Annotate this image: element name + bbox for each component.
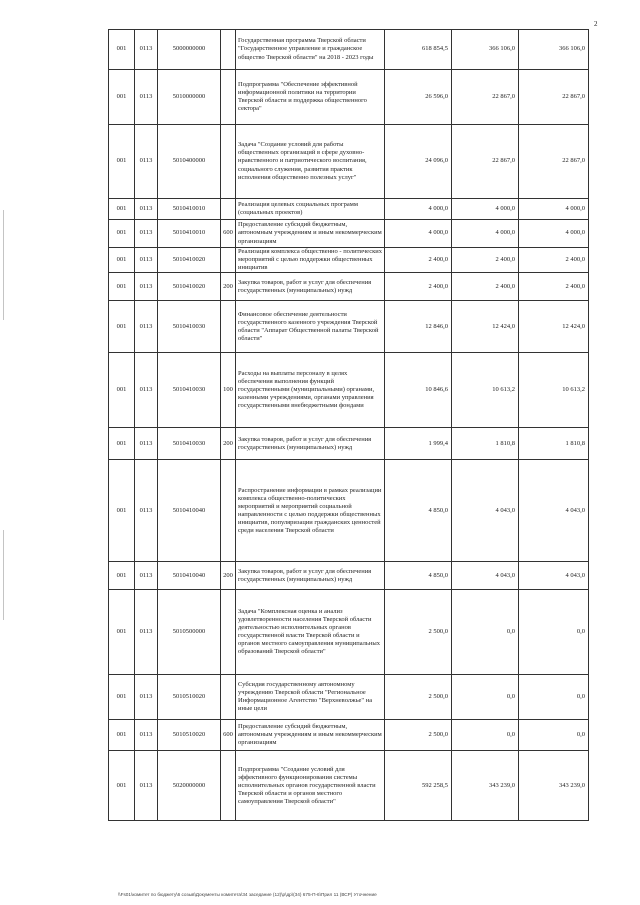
target-article-code: 5010510020 [158, 720, 221, 751]
target-article-code: 5010410020 [158, 248, 221, 273]
amount-2019: 343 239,0 [452, 751, 519, 821]
expense-type-code: 200 [221, 562, 236, 590]
file-path-footer: \\Fs01\комитет по бюджету\6 созыв\Документы комитета\34 заседание (12)\р\др\(34) 675-П-6\Прил 11 (ВСР) Уточнение [118, 892, 377, 897]
section-code: 0113 [135, 675, 158, 720]
expense-type-code [221, 751, 236, 821]
amount-2018: 10 846,6 [385, 353, 452, 428]
amount-2020: 0,0 [519, 720, 589, 751]
section-code: 0113 [135, 70, 158, 125]
table-row [109, 30, 589, 70]
target-article-code: 5010410020 [158, 273, 221, 301]
expense-type-code [221, 301, 236, 353]
table-row [109, 353, 589, 428]
table-row [109, 675, 589, 720]
section-code: 0113 [135, 590, 158, 675]
expense-description: Задача "Комплексная оценка и анализ удовлетворенности населения Тверской области деятельностью исполнительных органов государственной власти Тверской области и органов местного самоуправления муниципальных образований Тверской области" [236, 590, 385, 675]
amount-2018: 4 850,0 [385, 562, 452, 590]
amount-2020: 2 400,0 [519, 273, 589, 301]
expense-description: Распространение информации в рамках реализации комплекса общественно-политических мероприятий и мероприятий социальной направленности с целью поддержки общественных инициатив, популяризации гражданских ценностей среди населения Тверской области [236, 460, 385, 562]
target-article-code: 5000000000 [158, 30, 221, 70]
amount-2019: 366 106,0 [452, 30, 519, 70]
target-article-code: 5010410040 [158, 460, 221, 562]
administrator-code: 001 [109, 273, 135, 301]
amount-2019: 4 043,0 [452, 562, 519, 590]
binder-margin-mark [3, 530, 4, 620]
section-code: 0113 [135, 751, 158, 821]
section-code: 0113 [135, 273, 158, 301]
expense-description: Предоставление субсидий бюджетным, автономным учреждениям и иным некоммерческим организациям [236, 720, 385, 751]
amount-2019: 4 000,0 [452, 220, 519, 248]
administrator-code: 001 [109, 301, 135, 353]
administrator-code: 001 [109, 220, 135, 248]
table-row [109, 720, 589, 751]
amount-2018: 26 596,0 [385, 70, 452, 125]
section-code: 0113 [135, 720, 158, 751]
amount-2018: 4 850,0 [385, 460, 452, 562]
administrator-code: 001 [109, 30, 135, 70]
page-number: 2 [594, 20, 598, 28]
expense-description: Закупка товаров, работ и услуг для обеспечения государственных (муниципальных) нужд [236, 562, 385, 590]
expense-description: Закупка товаров, работ и услуг для обеспечения государственных (муниципальных) нужд [236, 428, 385, 460]
amount-2019: 2 400,0 [452, 248, 519, 273]
table-row [109, 428, 589, 460]
expense-type-code [221, 248, 236, 273]
amount-2020: 12 424,0 [519, 301, 589, 353]
amount-2019: 2 400,0 [452, 273, 519, 301]
administrator-code: 001 [109, 720, 135, 751]
amount-2020: 2 400,0 [519, 248, 589, 273]
amount-2018: 592 258,5 [385, 751, 452, 821]
expense-type-code: 200 [221, 273, 236, 301]
administrator-code: 001 [109, 248, 135, 273]
target-article-code: 5010410030 [158, 428, 221, 460]
amount-2020: 4 000,0 [519, 199, 589, 220]
table-row [109, 301, 589, 353]
table-row [109, 199, 589, 220]
amount-2020: 22 867,0 [519, 70, 589, 125]
amount-2020: 22 867,0 [519, 125, 589, 199]
section-code: 0113 [135, 428, 158, 460]
expense-description: Закупка товаров, работ и услуг для обеспечения государственных (муниципальных) нужд [236, 273, 385, 301]
amount-2018: 2 500,0 [385, 675, 452, 720]
expense-type-code [221, 460, 236, 562]
amount-2019: 22 867,0 [452, 125, 519, 199]
amount-2020: 366 106,0 [519, 30, 589, 70]
amount-2020: 0,0 [519, 590, 589, 675]
table-row [109, 220, 589, 248]
amount-2020: 4 043,0 [519, 562, 589, 590]
section-code: 0113 [135, 301, 158, 353]
expense-type-code [221, 70, 236, 125]
section-code: 0113 [135, 460, 158, 562]
amount-2018: 1 999,4 [385, 428, 452, 460]
amount-2019: 10 613,2 [452, 353, 519, 428]
expense-description: Предоставление субсидий бюджетным, автономным учреждениям и иным некоммерческим организациям [236, 220, 385, 248]
amount-2019: 4 043,0 [452, 460, 519, 562]
table-row [109, 125, 589, 199]
expense-description: Реализация комплекса общественно - политических мероприятий с целью поддержки общественных инициатив [236, 248, 385, 273]
target-article-code: 5010410030 [158, 353, 221, 428]
amount-2018: 4 000,0 [385, 220, 452, 248]
amount-2019: 0,0 [452, 590, 519, 675]
amount-2020: 4 043,0 [519, 460, 589, 562]
expense-description: Расходы на выплаты персоналу в целях обеспечения выполнения функций государственными (муниципальными) органами, казенными учреждениями, органами управления государственными внебюджетными фондами [236, 353, 385, 428]
administrator-code: 001 [109, 751, 135, 821]
administrator-code: 001 [109, 353, 135, 428]
table-row [109, 562, 589, 590]
amount-2020: 1 810,8 [519, 428, 589, 460]
section-code: 0113 [135, 199, 158, 220]
table-row [109, 460, 589, 562]
target-article-code: 5010000000 [158, 70, 221, 125]
expense-type-code: 200 [221, 428, 236, 460]
amount-2018: 618 854,5 [385, 30, 452, 70]
administrator-code: 001 [109, 199, 135, 220]
target-article-code: 5010410040 [158, 562, 221, 590]
administrator-code: 001 [109, 562, 135, 590]
amount-2018: 2 400,0 [385, 248, 452, 273]
target-article-code: 5010410010 [158, 199, 221, 220]
amount-2020: 0,0 [519, 675, 589, 720]
target-article-code: 5010500000 [158, 590, 221, 675]
amount-2018: 2 500,0 [385, 720, 452, 751]
target-article-code: 5010510020 [158, 675, 221, 720]
amount-2019: 1 810,8 [452, 428, 519, 460]
administrator-code: 001 [109, 460, 135, 562]
table-row [109, 273, 589, 301]
expense-type-code [221, 30, 236, 70]
section-code: 0113 [135, 248, 158, 273]
amount-2019: 12 424,0 [452, 301, 519, 353]
expense-type-code: 600 [221, 220, 236, 248]
expense-type-code [221, 125, 236, 199]
target-article-code: 5010400000 [158, 125, 221, 199]
target-article-code: 5020000000 [158, 751, 221, 821]
expense-description: Задача "Создание условий для работы общественных организаций в сфере духовно-нравственного и патриотического воспитания, социального служения, развития практик исполнения общественно полезных услуг" [236, 125, 385, 199]
amount-2019: 0,0 [452, 675, 519, 720]
amount-2019: 22 867,0 [452, 70, 519, 125]
expense-type-code [221, 590, 236, 675]
expense-description: Субсидия государственному автономному учреждению Тверской области "Региональное Информационное Агентство "Верхневолжье" на иные цели [236, 675, 385, 720]
expense-description: Подпрограмма "Создание условий для эффективного функционирования системы исполнительных органов государственной власти Тверской области и органов местного самоуправления Тверской области" [236, 751, 385, 821]
section-code: 0113 [135, 125, 158, 199]
table-row [109, 70, 589, 125]
section-code: 0113 [135, 30, 158, 70]
administrator-code: 001 [109, 428, 135, 460]
expense-type-code: 100 [221, 353, 236, 428]
amount-2019: 0,0 [452, 720, 519, 751]
expense-description: Финансовое обеспечение деятельности государственного казенного учреждения Тверской области "Аппарат Общественной палаты Тверской области" [236, 301, 385, 353]
expense-description: Государственная программа Тверской области "Государственное управление и гражданское общество Тверской области" на 2018 - 2023 годы [236, 30, 385, 70]
administrator-code: 001 [109, 70, 135, 125]
amount-2018: 24 096,0 [385, 125, 452, 199]
table-row [109, 590, 589, 675]
amount-2018: 2 400,0 [385, 273, 452, 301]
table-row [109, 248, 589, 273]
expense-type-code [221, 675, 236, 720]
section-code: 0113 [135, 353, 158, 428]
amount-2020: 10 613,2 [519, 353, 589, 428]
target-article-code: 5010410030 [158, 301, 221, 353]
administrator-code: 001 [109, 675, 135, 720]
section-code: 0113 [135, 562, 158, 590]
expense-type-code: 600 [221, 720, 236, 751]
administrator-code: 001 [109, 590, 135, 675]
amount-2018: 12 846,0 [385, 301, 452, 353]
amount-2019: 4 000,0 [452, 199, 519, 220]
binder-margin-mark [3, 210, 4, 320]
section-code: 0113 [135, 220, 158, 248]
administrator-code: 001 [109, 125, 135, 199]
amount-2020: 343 239,0 [519, 751, 589, 821]
amount-2018: 2 500,0 [385, 590, 452, 675]
table-row [109, 751, 589, 821]
target-article-code: 5010410010 [158, 220, 221, 248]
budget-table [108, 29, 589, 821]
amount-2020: 4 000,0 [519, 220, 589, 248]
expense-description: Реализация целевых социальных программ (социальных проектов) [236, 199, 385, 220]
expense-description: Подпрограмма "Обеспечение эффективной информационной политики на территории Тверской области и поддержка общественного сектора" [236, 70, 385, 125]
amount-2018: 4 000,0 [385, 199, 452, 220]
expense-type-code [221, 199, 236, 220]
